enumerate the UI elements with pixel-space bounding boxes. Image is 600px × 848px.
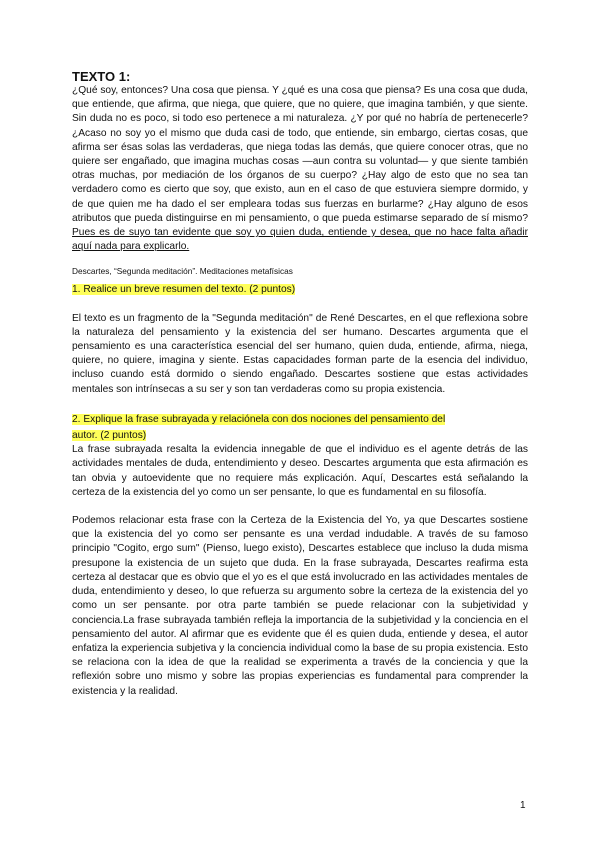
answer-2-paragraph-1: La frase subrayada resalta la evidencia innegable de que el individuo es el agente detrás de las actividades mentales de duda, entendimiento y deseo. Descartes argumenta que esta afirmación es tan obvia y autoevidente que no requiere más explicación. Aquí, Descartes está señalando la certeza de la existencia del yo como un ser pensante, lo que es fundamental en su filosofía.: [72, 444, 528, 498]
answer-2-paragraph-2: Podemos relacionar esta frase con la Certeza de la Existencia del Yo, ya que Descartes sostiene que la existencia del yo como ser pensante es una verdad indudable. A través de su famoso principio "Cogito, ergo sum" (Pienso, luego existo), Descartes establece que incluso la duda misma presupone la existencia de un sujeto que duda. En la frase subrayada, Descartes reafirma esta certeza al destacar que es obvio que el yo es el que está involucrado en las actividades mentales de duda, entendimiento y deseo, lo que refuerza su argumento sobre la certeza de la existencia del yo como un ser pensante. por otra parte también se puede relacionar con la subjetividad y conciencia.La frase subrayada también refleja la importancia de la subjetividad y la conciencia en el pensamiento del autor. Al afirmar que es evidente que él es quien duda, entiende y desea, el autor enfatiza la experiencia subjetiva y la conciencia individual como la base de su propia existencia. Esto se relaciona con la idea de que la realidad se experimenta a través de la conciencia y que la reflexión sobre uno mismo y sobre las propias experiencias es fundamental para comprender la existencia y la realidad.: [72, 515, 528, 697]
question-2-block: [72, 411, 528, 443]
source-citation: Descartes, “Segunda meditación”. Meditaciones metafísicas: [72, 266, 293, 277]
page-title: TEXTO 1:: [72, 69, 131, 84]
question-2-heading-line-1: 2. Explique la frase subrayada y relaciónela con dos nociones del pensamiento del: [72, 413, 446, 425]
page-number: 1: [520, 800, 526, 811]
document-page: [72, 70, 528, 699]
source-text: ¿Qué soy, entonces? Una cosa que piensa. Y ¿qué es una cosa que piensa? Es una cosa que duda, que entiende, que afirma, que niega, que quiere, que no quiere, que imagina también, y que siente. Sin duda no es poco, si todo eso pertenece a mi naturaleza. ¿Y por qué no habría de pertenecerle? ¿Acaso no soy yo el mismo que duda casi de todo, que entiende, sin embargo, ciertas cosas, que afirma ser ésas solas las verdaderas, que niega todas las demás, que quiere conocer otras, que no quiere ser engañado, que imagina muchas cosas —aun contra su voluntad— y que siente también otras muchas, por mediación de los órganos de su cuerpo? ¿Hay algo de esto que no sea tan verdadero como es cierto que soy, que existo, aun en el caso de que estuviera siempre dormido, y de que quien me ha dado el ser empleara todas sus fuerzas en burlarme? ¿Hay alguno de esos atributos que pueda distinguirse en mi pensamiento, o que pueda estimarse separado de sí mismo?: [72, 85, 528, 224]
source-text-paragraph: [72, 84, 528, 254]
answer-1: El texto es un fragmento de la "Segunda meditación" de René Descartes, en el que reflexiona sobre la naturaleza del pensamiento y la existencia del ser humano. Descartes argumenta que el pensamiento es una característica esencial del ser humano, quien duda, entiende, afirma, niega, quiere, no quiere, imagina y siente. Estas capacidades forman parte de la esencia del individuo, incluso cuando está dormido o siendo engañado. Descartes sostiene que estas actividades mentales son intrínsecas a su ser y son tan verdaderas como su propia existencia.: [72, 312, 528, 395]
question-1-block: [72, 279, 528, 297]
question-2-heading-line-2: autor. (2 puntos): [72, 430, 147, 442]
underlined-sentence: Pues es de suyo tan evidente que soy yo quien duda, entiende y desea, que no hace falta añadir aquí nada para explicarlo.: [72, 227, 528, 253]
question-1-heading: 1. Realice un breve resumen del texto. (2 puntos): [72, 284, 296, 296]
